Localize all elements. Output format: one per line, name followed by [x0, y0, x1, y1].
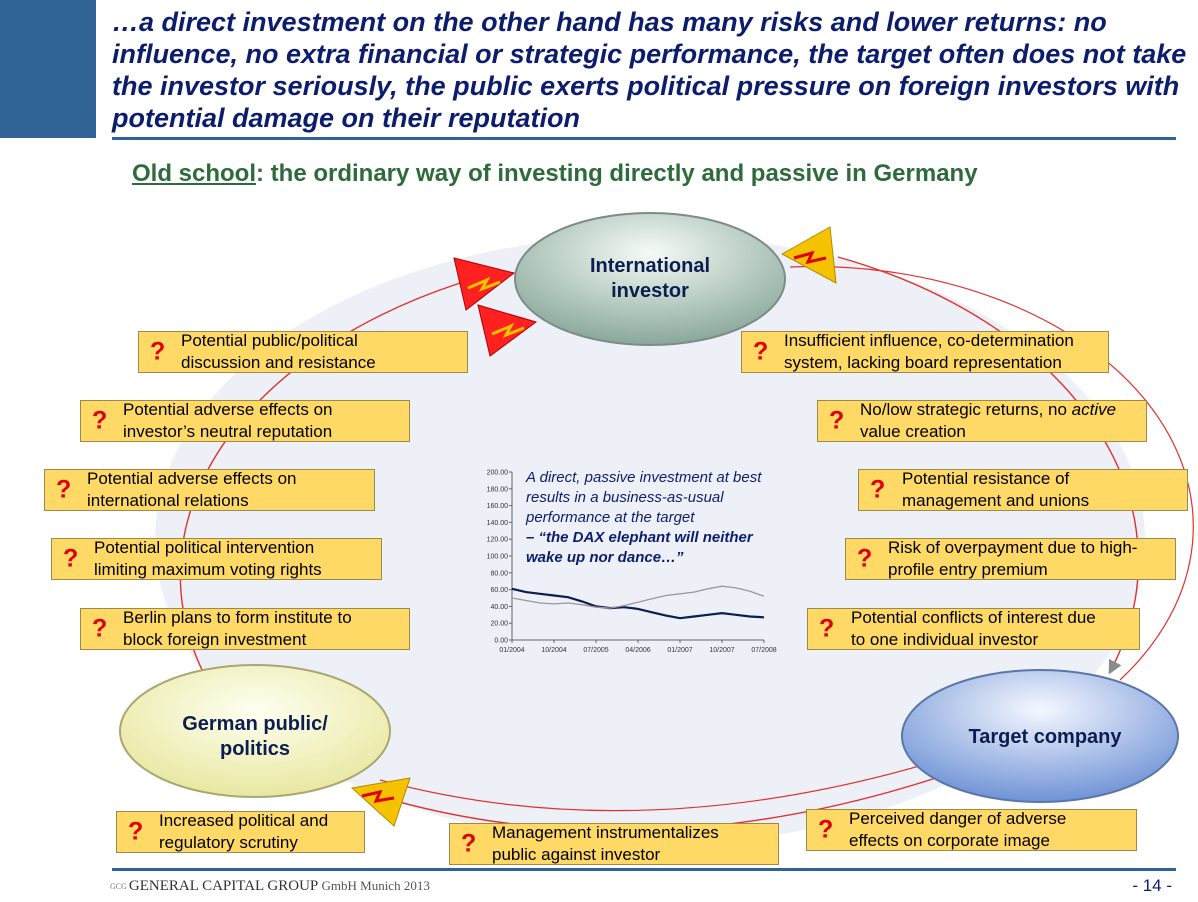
- risk-text-line: Risk of overpayment due to high-: [888, 538, 1138, 557]
- chart-y-tick-label: 160.00: [486, 503, 508, 511]
- risk-text-line: public against investor: [492, 845, 661, 864]
- question-mark: ?: [870, 475, 886, 504]
- risk-text-line: Insufficient influence, co-determination: [784, 331, 1074, 350]
- risk-box-left-1: [138, 331, 468, 373]
- chart-annotation-italic: A direct, passive investment at best results in a business-as-usual performance at the target: [526, 469, 762, 526]
- footer-brand: [110, 878, 430, 895]
- risk-text-line: Potential resistance of: [902, 469, 1070, 488]
- risk-text-line: limiting maximum voting rights: [94, 560, 322, 579]
- risk-text-line: Increased political and: [159, 811, 329, 830]
- chart-x-tick-label: 07/2005: [583, 647, 609, 654]
- chart-x-tick-label: 04/2006: [625, 647, 651, 654]
- chart-y-tick-label: 20.00: [490, 620, 508, 628]
- risk-box-right-3: [858, 469, 1188, 511]
- question-mark: ?: [461, 829, 477, 858]
- risk-text-line: investor’s neutral reputation: [123, 422, 333, 441]
- risk-box-right-2: [817, 400, 1147, 442]
- question-mark: ?: [818, 815, 834, 844]
- question-mark: ?: [128, 817, 144, 846]
- chart-y-tick-label: 120.00: [486, 536, 508, 544]
- question-mark: ?: [857, 544, 873, 573]
- chart-y-tick-label: 40.00: [490, 603, 508, 611]
- risk-text-line: Potential political intervention: [94, 538, 315, 557]
- question-mark: ?: [92, 614, 108, 643]
- subtitle-rest: : the ordinary way of investing directly and passive in Germany: [256, 160, 978, 187]
- risk-box-bottom-2: [449, 823, 779, 865]
- risk-text-line: regulatory scrutiny: [159, 833, 298, 852]
- risk-text-line: discussion and resistance: [181, 353, 376, 372]
- risk-box-right-1: [741, 331, 1109, 373]
- public-label: German public/ politics: [182, 713, 328, 760]
- footer-rule: [112, 868, 1176, 871]
- risk-box-right-5: [807, 608, 1140, 650]
- risk-box-left-2: [80, 400, 410, 442]
- question-mark: ?: [92, 406, 108, 435]
- question-mark: ?: [819, 614, 835, 643]
- chart-annotation: [526, 468, 766, 568]
- risk-text-line: Potential adverse effects on: [87, 469, 297, 488]
- investor-label: International investor: [589, 255, 710, 302]
- risk-text-line: No/low strategic returns, no: [860, 400, 1072, 419]
- chart-x-tick-label: 10/2004: [541, 647, 567, 654]
- risk-text-line: Potential adverse effects on: [123, 400, 333, 419]
- chart-y-tick-label: 0.00: [494, 637, 508, 645]
- question-mark: ?: [829, 406, 845, 435]
- risk-text-line: international relations: [87, 491, 249, 510]
- risk-text-line: Berlin plans to form institute to: [123, 608, 352, 627]
- risk-box-bottom-1: [116, 811, 365, 853]
- chart-y-tick-label: 80.00: [490, 570, 508, 578]
- chart-y-tick-label: 60.00: [490, 587, 508, 595]
- risk-text-line: block foreign investment: [123, 630, 307, 649]
- slide-headline: …a direct investment on the other hand has many risks and lower returns: no influence, no extra financial or strategic performance, the target often does not take the investor seriously, the public exerts political pressure on foreign investors with potential damage on their reputation: [112, 7, 1187, 133]
- chart-y-tick-label: 180.00: [486, 486, 508, 494]
- risk-text-line: value creation: [860, 422, 966, 441]
- chart-x-tick-label: 07/2008: [751, 647, 777, 654]
- chart-y-tick-label: 100.00: [486, 553, 508, 561]
- footer-suffix: GmbH Munich 2013: [318, 878, 430, 893]
- page-number: - 14 -: [1132, 876, 1172, 895]
- risk-box-left-4: [51, 538, 382, 580]
- risk-text-line: Management instrumentalizes: [492, 823, 719, 842]
- risk-text-line: management and unions: [902, 491, 1090, 510]
- gcg-logo-mark: GCG: [110, 882, 127, 892]
- risk-box-left-5: [80, 608, 410, 650]
- risk-text-line: effects on corporate image: [849, 831, 1050, 850]
- chart-annotation-bold: – “the DAX elephant will neither wake up nor dance…”: [526, 529, 753, 566]
- risk-text-line: Perceived danger of adverse: [849, 809, 1067, 828]
- chart-y-tick-label: 140.00: [486, 519, 508, 527]
- risk-text-line: profile entry premium: [888, 560, 1048, 579]
- risk-box-bottom-3: [806, 809, 1137, 851]
- question-mark: ?: [150, 337, 166, 366]
- risk-box-left-3: [44, 469, 375, 511]
- question-mark: ?: [63, 544, 79, 573]
- chart-x-tick-label: 10/2007: [709, 647, 735, 654]
- footer-company: GENERAL CAPITAL GROUP: [128, 878, 319, 894]
- question-mark: ?: [753, 337, 769, 366]
- risk-box-right-4: [845, 538, 1176, 580]
- subtitle-underlined: Old school: [132, 160, 257, 187]
- risk-text-line: system, lacking board representation: [784, 353, 1062, 372]
- risk-text-line: to one individual investor: [851, 630, 1039, 649]
- risk-text-line: Potential public/political: [181, 331, 358, 350]
- risk-text-line: Potential conflicts of interest due: [851, 608, 1096, 627]
- risk-text-italic: active: [1071, 400, 1117, 419]
- question-mark: ?: [56, 475, 72, 504]
- chart-x-tick-label: 01/2007: [667, 647, 693, 654]
- chart-y-tick-label: 200.00: [486, 469, 508, 477]
- target-label: Target company: [968, 726, 1122, 748]
- chart-x-tick-label: 01/2004: [499, 647, 525, 654]
